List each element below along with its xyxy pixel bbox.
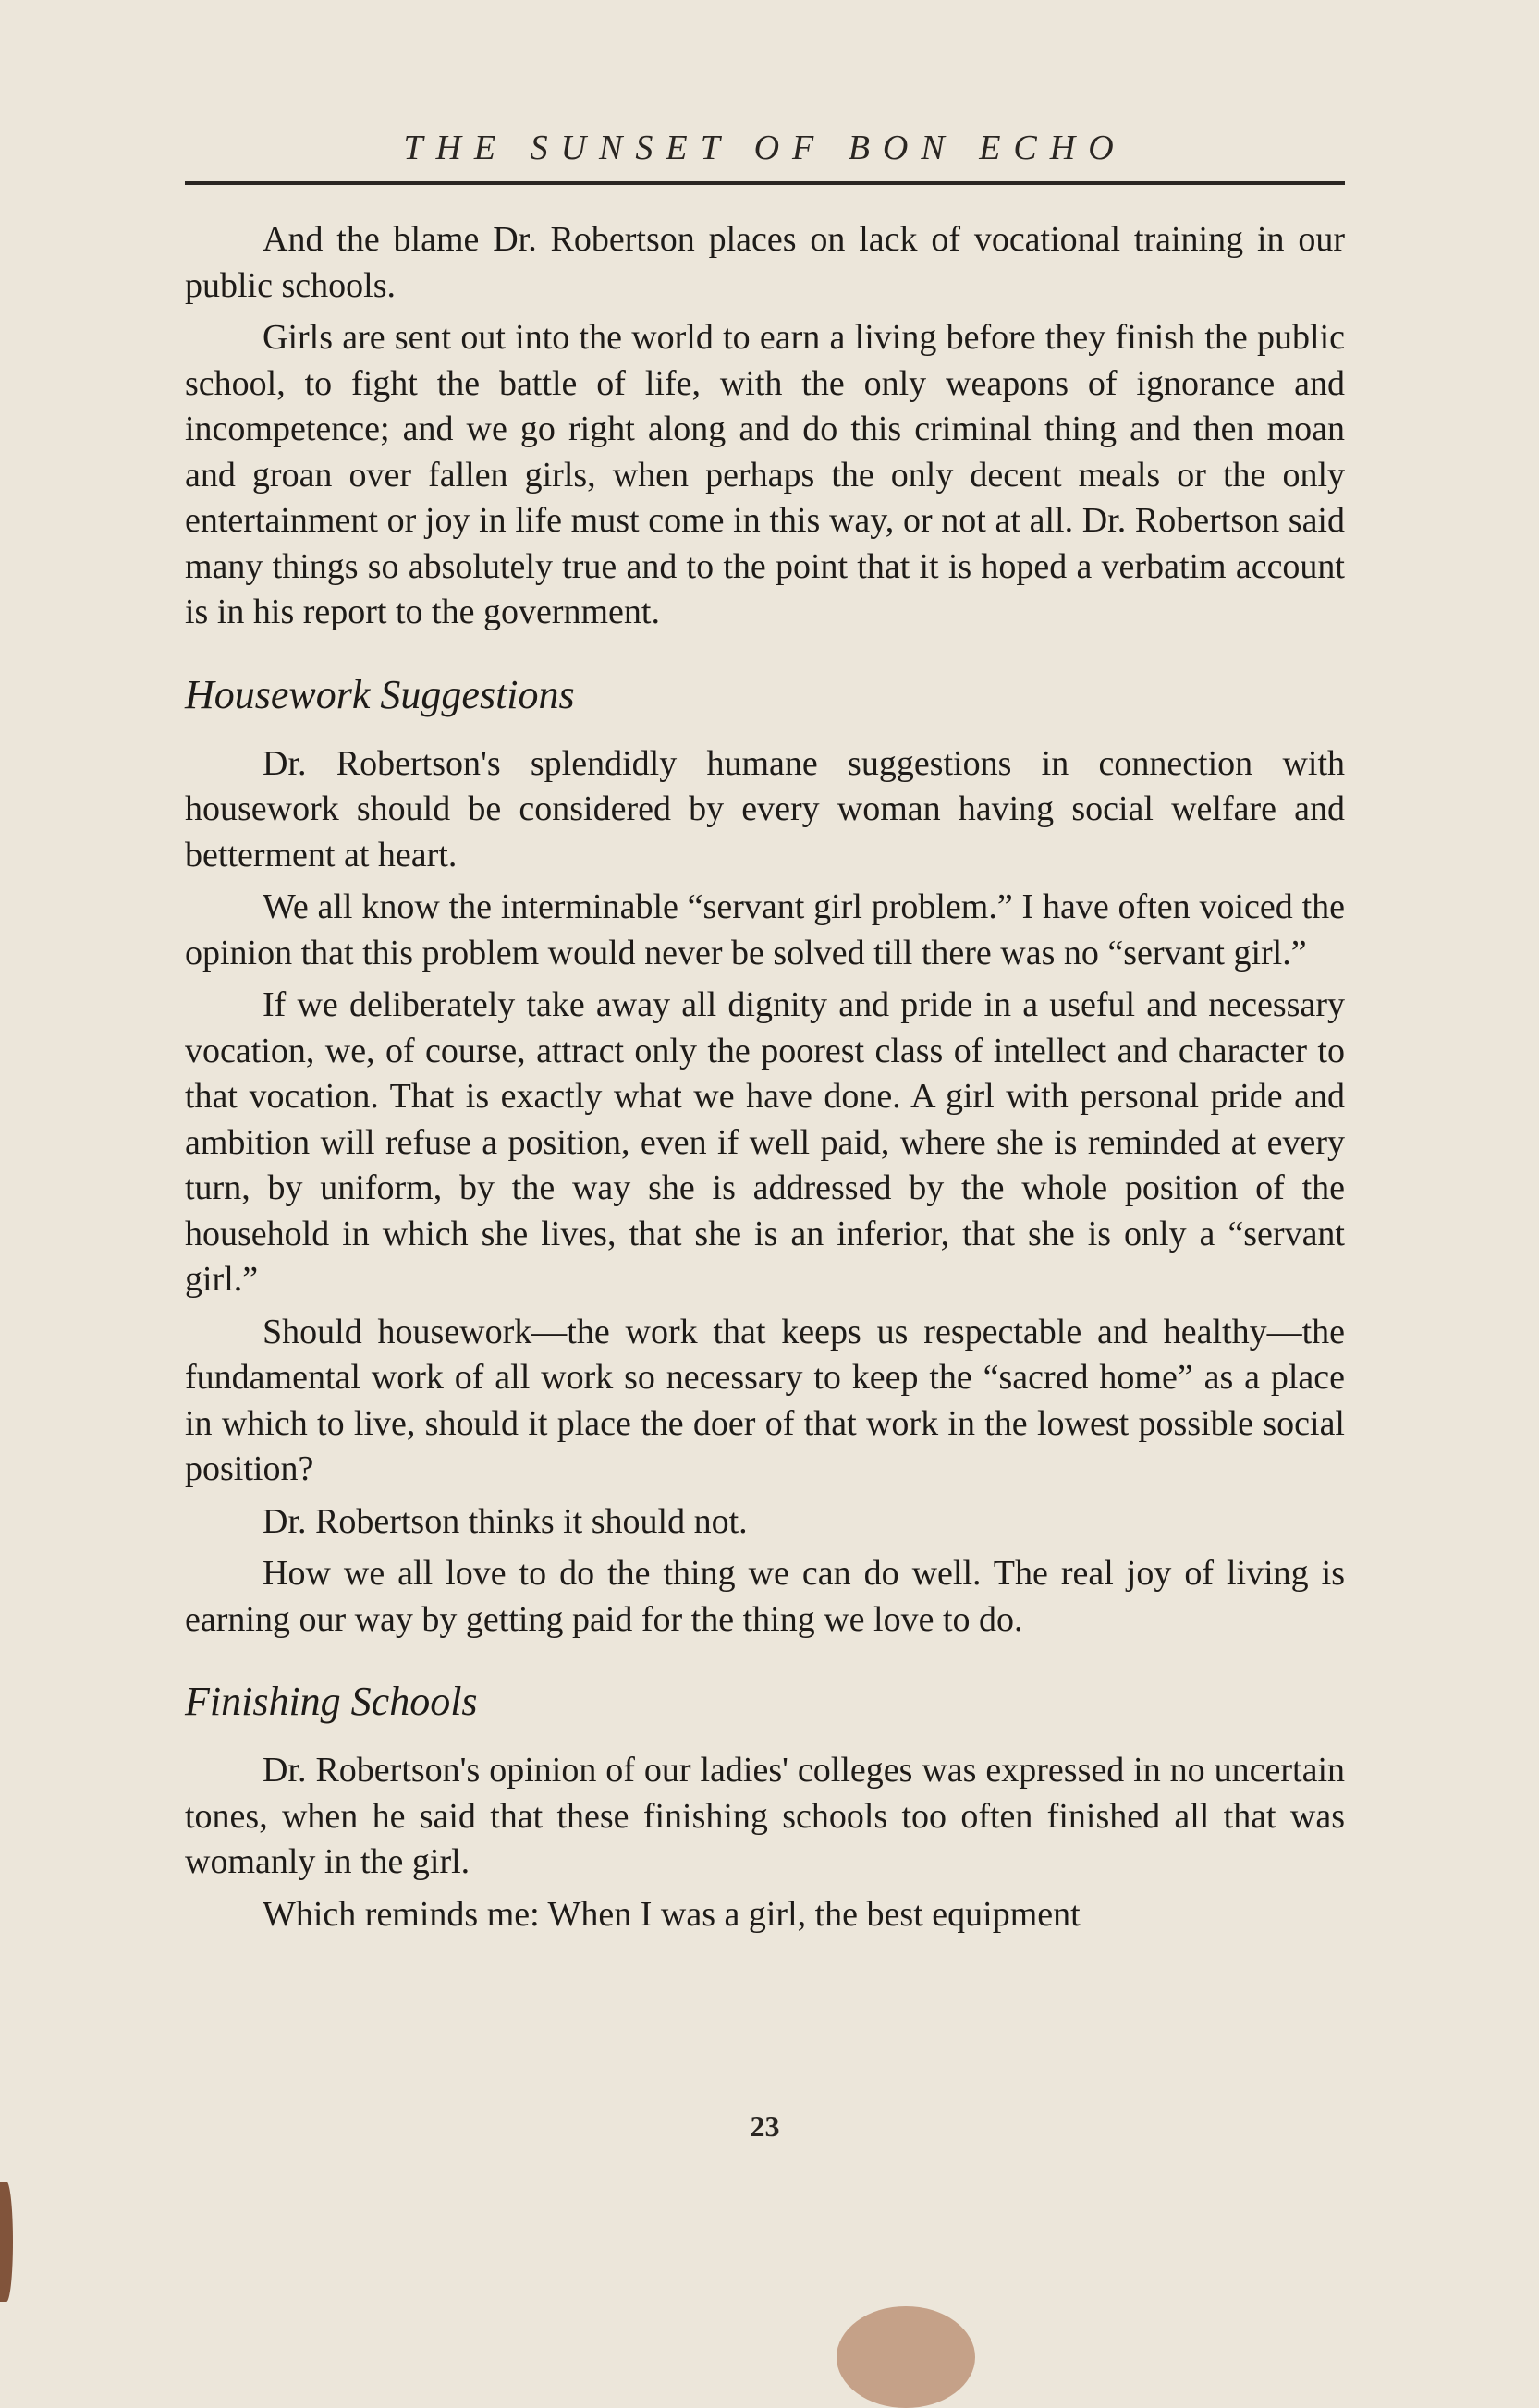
running-head: THE SUNSET OF BON ECHO [403,128,1127,167]
paragraph: Dr. Robertson thinks it should not. [263,1501,748,1541]
section-heading-housework: Housework Suggestions [185,671,575,717]
paragraph: How we all love to do the thing we can do well. The real joy of living is earning our way by getting paid for the thing we love to do. [185,1554,1345,1639]
body-text [185,217,1345,1944]
paragraph: Should housework—the work that keeps us respectable and healthy—the fundamental work of all work so necessary to keep the “sacred home” as a place in which to live, should it place the doer of that work in the lowest possible social position? [185,1312,1345,1488]
section-heading-finishing-schools: Finishing Schools [185,1679,478,1724]
paragraph: If we deliberately take away all dignity and pride in a useful and necessary vocation, we, of course, attract only the poorest class of intellect and character to that vocation. That is exactly what we have done. A girl with personal pride and ambition will refuse a position, even if well paid, where she is reminded at every turn, by uniform, by the way she is addressed by the whole position of the household in which she lives, that she is an inferior, that she is only a “servant girl.” [185,985,1345,1299]
header-rule [185,181,1345,185]
paragraph: Girls are sent out into the world to earn a living before they finish the public school, to fight the battle of life, with the only weapons of ignorance and incompetence; and we go right along and do this criminal thing and then moan and groan over fallen girls, when perhaps the only decent meals or the only entertainment or joy in life must come in this way, or not at all. Dr. Robertson said many things so absolutely true and to the point that it is hoped a verbatim account is in his report to the government. [185,318,1345,631]
paragraph: Dr. Robertson's opinion of our ladies' colleges was expressed in no uncertain tones, when he said that these finishing schools too often finished all that was womanly in the girl. [185,1751,1345,1881]
binding-edge-mark [0,2182,13,2302]
paragraph: Which reminds me: When I was a girl, the best equipment [263,1894,1081,1934]
paragraph: Dr. Robertson's splendidly humane suggestions in connection with housework should be considered by every woman having social welfare and betterment at heart. [185,743,1345,874]
paragraph: We all know the interminable “servant girl problem.” I have often voiced the opinion that this problem would never be solved till there was no “servant girl.” [185,887,1345,972]
paper-stain [837,2306,975,2408]
paragraph: And the blame Dr. Robertson places on lack of vocational training in our public schools. [185,220,1345,305]
page-number: 23 [750,2109,780,2143]
